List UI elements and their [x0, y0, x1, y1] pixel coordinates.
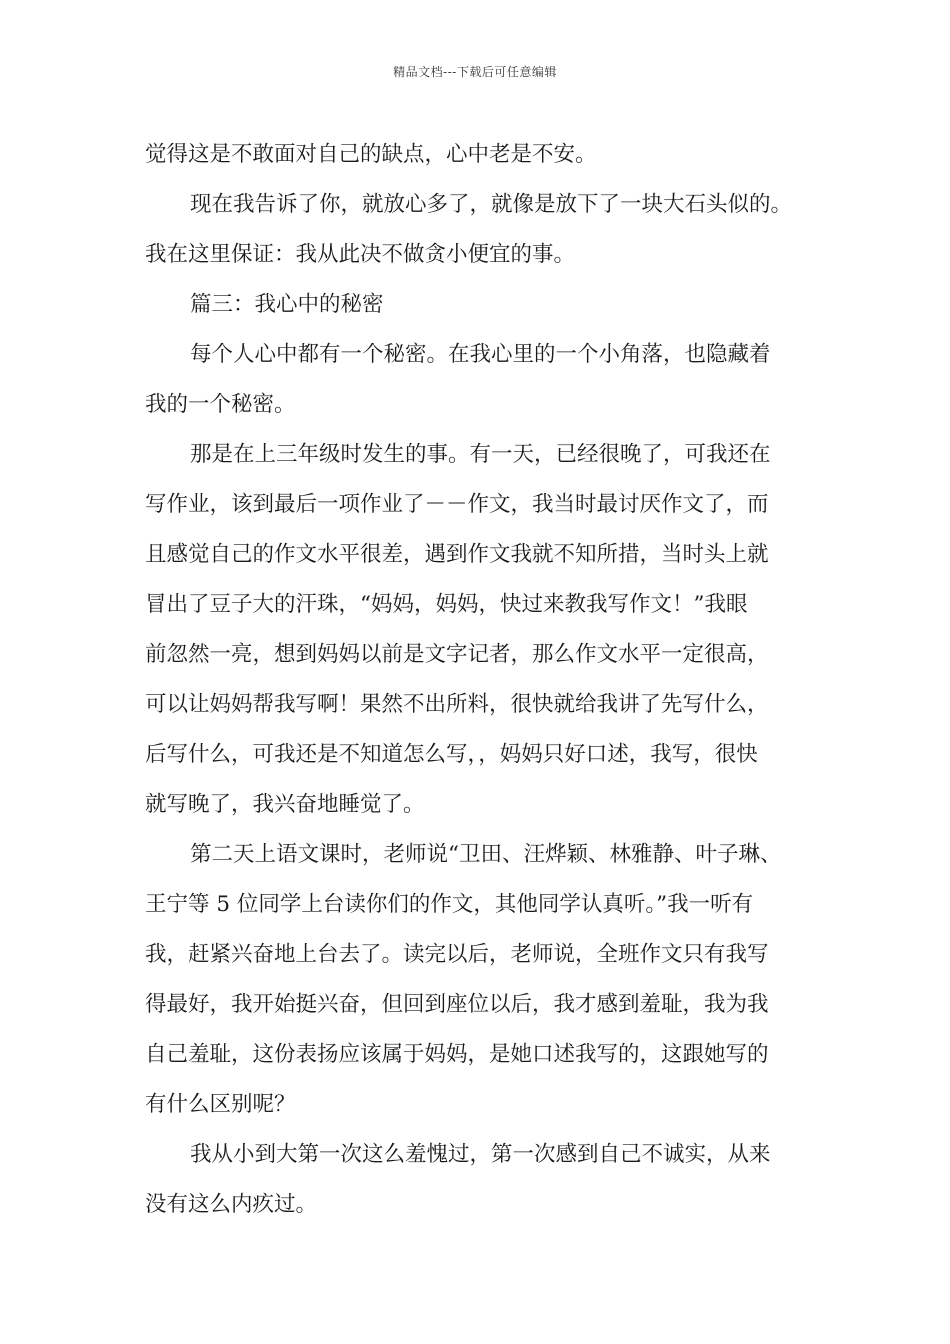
text-line: 每个人心中都有一个秘密。在我心里的一个小角落，也隐藏着 — [190, 342, 771, 367]
text-line: 得最好，我开始挺兴奋，但回到座位以后，我才感到羞耻，我为我 — [145, 992, 769, 1017]
text-line: 那是在上三年级时发生的事。有一天，已经很晚了，可我还在 — [190, 442, 771, 467]
text-line: 觉得这是不敢面对自己的缺点，心中老是不安。 — [145, 142, 597, 167]
document-body — [145, 130, 815, 1230]
text-line: 写作业，该到最后一项作业了－－作文，我当时最讨厌作文了，而 — [145, 492, 769, 517]
text-line: 就写晚了，我兴奋地睡觉了。 — [145, 792, 425, 817]
text-line: 我从小到大第一次这么羞愧过，第一次感到自己不诚实，从来 — [190, 1142, 771, 1167]
text-line: 且感觉自己的作文水平很差，遇到作文我就不知所措，当时头上就 — [145, 542, 769, 567]
text-line: 有什么区别呢？ — [145, 1092, 296, 1117]
text-line: 后写什么，可我还是不知道怎么写，，妈妈只好口述，我写，很快 — [145, 742, 758, 767]
text-line: 可以让妈妈帮我写啊！果然不出所料，很快就给我讲了先写什么， — [145, 692, 769, 717]
text-line: 我，赶紧兴奋地上台去了。读完以后，老师说，全班作文只有我写 — [145, 942, 769, 967]
text-line: 自己羞耻，这份表扬应该属于妈妈，是她口述我写的，这跟她写的 — [145, 1042, 769, 1067]
text-line: 篇三：我心中的秘密 — [190, 292, 384, 317]
text-line: 第二天上语文课时，老师说“卫田、汪烨颖、林雅静、叶子琳、 — [190, 842, 782, 867]
text-line: 冒出了豆子大的汗珠，“妈妈，妈妈，快过来教我写作文！”我眼 — [145, 592, 748, 617]
text-line: 现在我告诉了你，就放心多了，就像是放下了一块大石头似的。 — [190, 192, 793, 217]
text-line: 我在这里保证：我从此决不做贪小便宜的事。 — [145, 242, 576, 267]
text-line: 前忽然一亮，想到妈妈以前是文字记者，那么作文水平一定很高， — [145, 642, 769, 667]
text-line: 没有这么内疚过。 — [145, 1192, 318, 1217]
page-header: 精品文档---下载后可任意编辑 — [393, 65, 557, 79]
text-line: 我的一个秘密。 — [145, 392, 296, 417]
text-line: 王宁等 5 位同学上台读你们的作文，其他同学认真听。”我一听有 — [145, 892, 754, 917]
